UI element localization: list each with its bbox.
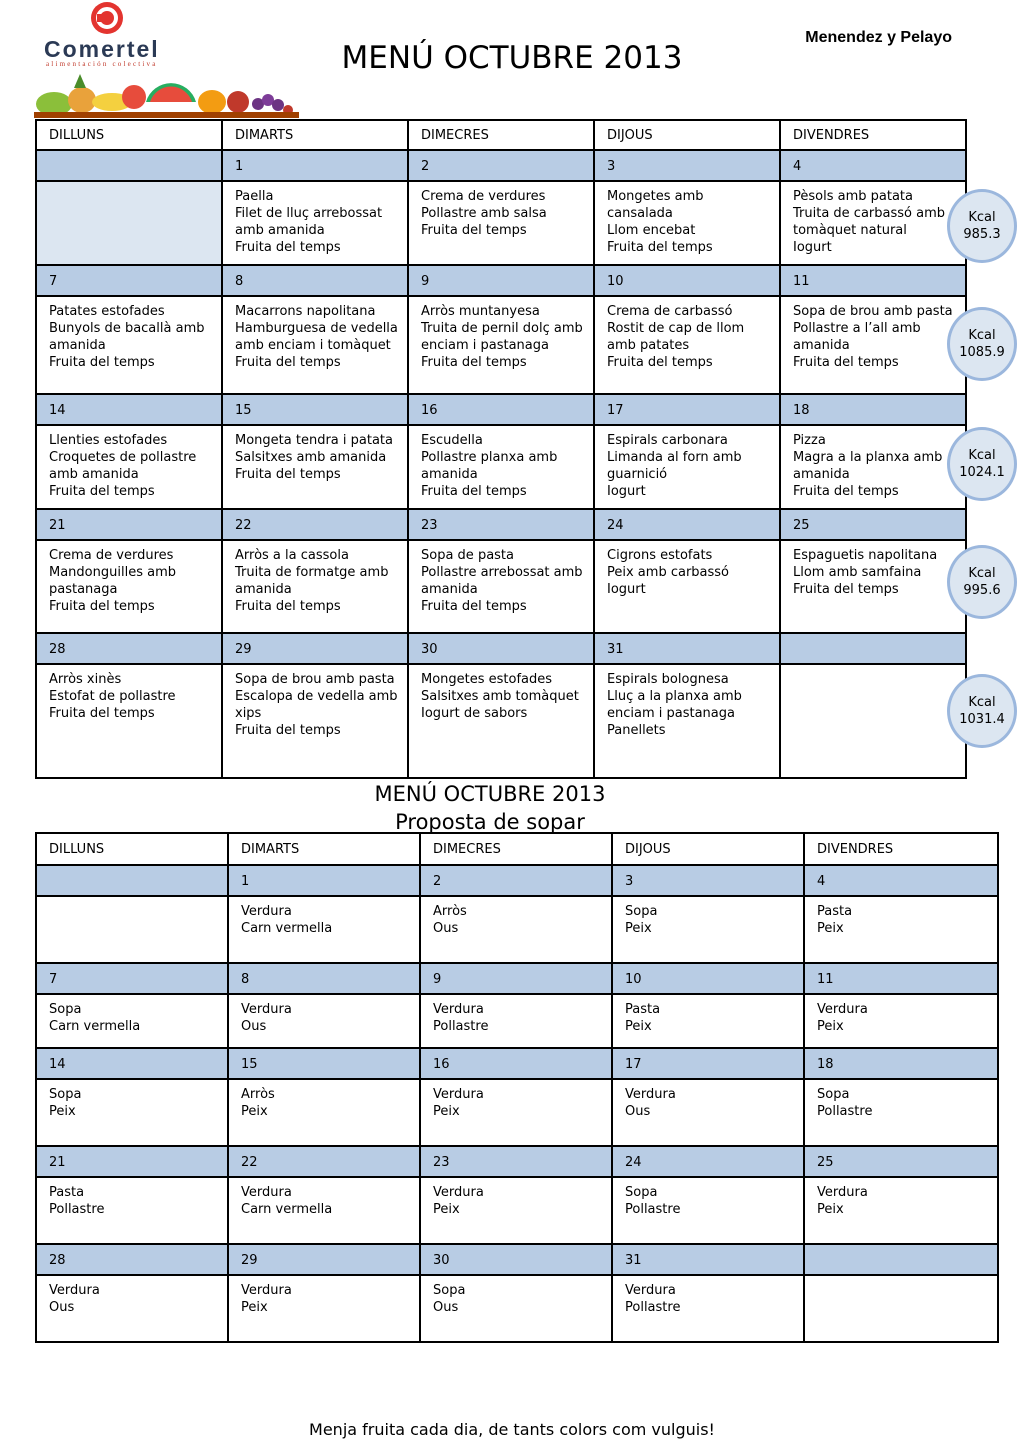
meal-cell [36,1275,228,1342]
meal-cell [420,1177,612,1244]
day-header: DILLUNS [36,120,222,150]
lunch-menu-table [35,119,967,779]
page-title: MENÚ OCTUBRE 2013 [341,40,683,76]
dish: Fruita del temps [607,240,713,255]
meal-cell [594,296,780,394]
meal-cell [36,1177,228,1244]
meal-cell [408,181,594,265]
meal-cell [420,994,612,1048]
dish: Fruita del temps [607,355,713,370]
date-cell: 15 [228,1048,420,1079]
dish: Verdura [625,1283,676,1298]
date-cell: 22 [228,1146,420,1177]
dish: Pollastre amb salsa [421,206,547,221]
dish: Fruita del temps [235,355,341,370]
dish: Iogurt [607,582,646,597]
dish: Panellets [607,723,666,738]
kcal-label: Kcal [968,448,996,463]
dish: Pizza [793,433,826,448]
dish: Iogurt de sabors [421,706,528,721]
dish: Carn vermella [241,921,333,936]
dish: Llenties estofades [49,433,168,448]
dish: Arròs [433,904,467,919]
meal-cell [612,1079,804,1146]
dish: Salsitxes amb tomàquet [421,689,579,704]
dish: Fruita del temps [793,484,899,499]
kcal-label: Kcal [968,566,996,581]
date-cell: 10 [594,265,780,296]
meal-cell-empty [780,664,966,778]
meal-cell [228,994,420,1048]
dish: Patates estofades [49,304,165,319]
day-header: DIVENDRES [804,833,998,865]
meal-cell [408,664,594,778]
dish: Mongetes amb cansalada [607,189,704,221]
dinner-menu-table [35,832,999,1343]
dish: Fruita del temps [793,582,899,597]
dish: Pollastre [625,1202,681,1217]
meal-cell [36,664,222,778]
dish: Sopa [817,1087,850,1102]
meal-cell [228,896,420,963]
meal-cell-empty [804,1275,998,1342]
date-cell: 17 [594,394,780,425]
dish: Mandonguilles amb pastanaga [49,565,176,597]
date-cell: 1 [222,150,408,181]
dish: Ous [433,921,459,936]
kcal-badge [947,545,1017,619]
meal-cell [804,1177,998,1244]
dish: Peix [433,1104,460,1119]
date-cell: 11 [804,963,998,994]
date-cell: 22 [222,509,408,540]
kcal-badge [947,674,1017,748]
date-cell: 17 [612,1048,804,1079]
meal-cell [420,1275,612,1342]
dish: Crema de verdures [421,189,546,204]
day-header: DIJOUS [594,120,780,150]
dish: Ous [625,1104,651,1119]
dish: Filet de lluç arrebossat amb amanida [235,206,383,238]
dish: Peix [433,1202,460,1217]
date-cell: 9 [420,963,612,994]
logo-tagline: alimentación colectiva [46,60,158,68]
meal-cell [408,296,594,394]
date-cell: 18 [804,1048,998,1079]
dish: Sopa [625,904,658,919]
meal-cell [804,896,998,963]
meal-cell [612,994,804,1048]
meal-cell [594,664,780,778]
dish: Arròs a la cassola [235,548,349,563]
meal-cell [228,1177,420,1244]
meal-cell [222,664,408,778]
dish: Arròs muntanyesa [421,304,540,319]
meal-cell [804,994,998,1048]
date-cell: 29 [228,1244,420,1275]
meal-cell [780,296,966,394]
date-cell: 8 [228,963,420,994]
meal-cell [804,1079,998,1146]
dish: Verdura [433,1087,484,1102]
logo-brand: Comertel [44,36,160,62]
dish: Peix [241,1300,268,1315]
date-cell: 3 [594,150,780,181]
date-cell: 28 [36,633,222,664]
dish: Fruita del temps [49,484,155,499]
day-header: DIMARTS [222,120,408,150]
date-cell [36,865,228,896]
dish: Pollastre [433,1019,489,1034]
logo-mark-icon [89,0,129,38]
dish: Peix [49,1104,76,1119]
kcal-label: Kcal [968,695,996,710]
dish: Mongeta tendra i patata [235,433,393,448]
dish: Estofat de pollastre [49,689,176,704]
dish: Espaguetis napolitana [793,548,938,563]
meal-cell [594,181,780,265]
dish: Fruita del temps [421,599,527,614]
dish: Sopa [49,1087,82,1102]
dish: Verdura [817,1185,868,1200]
dish: Fruita del temps [235,240,341,255]
meal-cell [780,425,966,509]
school-name: Menendez y Pelayo [805,29,952,46]
date-cell: 21 [36,1146,228,1177]
dish: Limanda al forn amb guarnició [607,450,742,482]
dish: Verdura [241,1185,292,1200]
dish: Verdura [433,1002,484,1017]
meal-cell [36,540,222,633]
meal-cell [420,896,612,963]
dish: Fruita del temps [235,599,341,614]
date-cell [780,633,966,664]
date-cell: 31 [594,633,780,664]
dish: Verdura [49,1283,100,1298]
dish: Espirals carbonara [607,433,728,448]
dish: Verdura [433,1185,484,1200]
dish: Truita de carbassó amb tomàquet natural [793,206,945,238]
meal-cell [408,540,594,633]
dish: Arròs xinès [49,672,122,687]
meal-cell [408,425,594,509]
day-header: DIMECRES [408,120,594,150]
dish: Pasta [625,1002,661,1017]
dish: Pollastre [625,1300,681,1315]
date-cell: 7 [36,963,228,994]
kcal-badge [947,307,1017,381]
kcal-value: 995.6 [963,583,1001,598]
dish: Pollastre [817,1104,873,1119]
dish: Carn vermella [241,1202,333,1217]
dish: Fruita del temps [793,355,899,370]
dish: Peix amb carbassó [607,565,730,580]
date-cell: 14 [36,1048,228,1079]
dish: Verdura [817,1002,868,1017]
dish: Pollastre a l’all amb amanida [793,321,921,353]
dish: Sopa de brou amb pasta [793,304,953,319]
kcal-value: 1085.9 [959,345,1005,360]
dish: Carn vermella [49,1019,141,1034]
dinner-title: MENÚ OCTUBRE 2013 [374,782,606,806]
dish: Fruita del temps [421,223,527,238]
meal-cell [780,181,966,265]
dish: Pollastre arrebossat amb amanida [421,565,583,597]
dish: Macarrons napolitana [235,304,376,319]
dish: Peix [241,1104,268,1119]
dish: Escudella [421,433,483,448]
date-cell: 31 [612,1244,804,1275]
date-cell: 15 [222,394,408,425]
date-cell: 29 [222,633,408,664]
date-cell: 2 [408,150,594,181]
dish: Sopa [625,1185,658,1200]
meal-cell [222,181,408,265]
dish: Pasta [817,904,853,919]
dish: Sopa de pasta [421,548,514,563]
dish: Sopa [49,1002,82,1017]
dish: Magra a la planxa amb amanida [793,450,943,482]
date-cell: 10 [612,963,804,994]
meal-cell-empty [36,181,222,265]
dinner-title-block [0,780,980,836]
meal-cell [420,1079,612,1146]
date-cell [36,150,222,181]
date-cell: 30 [408,633,594,664]
dish: Fruita del temps [49,355,155,370]
date-cell: 28 [36,1244,228,1275]
dish: Pèsols amb patata [793,189,913,204]
date-cell: 4 [780,150,966,181]
day-header: DIJOUS [612,833,804,865]
date-cell: 18 [780,394,966,425]
kcal-badge [947,189,1017,263]
meal-cell [36,994,228,1048]
dish: Crema de carbassó [607,304,733,319]
meal-cell [780,540,966,633]
dish: Truita de formatge amb amanida [235,565,389,597]
meal-cell-empty [36,896,228,963]
meal-cell [222,425,408,509]
date-cell: 11 [780,265,966,296]
meal-cell [612,1275,804,1342]
dish: Pollastre [49,1202,105,1217]
date-cell: 9 [408,265,594,296]
dish: Verdura [241,1283,292,1298]
date-cell: 23 [408,509,594,540]
day-header: DILLUNS [36,833,228,865]
date-cell: 16 [420,1048,612,1079]
dish: Peix [817,1019,844,1034]
meal-cell [594,540,780,633]
meal-cell [36,425,222,509]
footer-slogan: Menja fruita cada dia, de tants colors com vulguis! [309,1420,715,1439]
day-header: DIMECRES [420,833,612,865]
date-cell: 24 [612,1146,804,1177]
dish: Peix [625,921,652,936]
kcal-label: Kcal [968,210,996,225]
dish: Peix [625,1019,652,1034]
date-cell: 24 [594,509,780,540]
dish: Hamburguesa de vedella amb enciam i tomàquet [235,321,398,353]
dish: Espirals bolognesa [607,672,729,687]
date-cell [804,1244,998,1275]
dish: Ous [49,1300,75,1315]
dish: Fruita del temps [421,484,527,499]
meal-cell [228,1079,420,1146]
meal-cell [36,296,222,394]
dish: Bunyols de bacallà amb amanida [49,321,205,353]
date-cell: 1 [228,865,420,896]
dish: Fruita del temps [49,599,155,614]
dish: Pasta [49,1185,85,1200]
dish: Arròs [241,1087,275,1102]
date-cell: 21 [36,509,222,540]
date-cell: 7 [36,265,222,296]
dish: Verdura [241,1002,292,1017]
meal-cell [612,1177,804,1244]
dinner-subtitle: Proposta de sopar [395,810,585,834]
dish: Paella [235,189,274,204]
meal-cell [222,296,408,394]
kcal-value: 985.3 [963,227,1001,242]
dish: Verdura [625,1087,676,1102]
dish: Llom encebat [607,223,696,238]
dish: Fruita del temps [421,355,527,370]
fruit-basket-icon [34,72,299,118]
kcal-badge [947,427,1017,501]
meal-cell [612,896,804,963]
dish: Verdura [241,904,292,919]
dish: Escalopa de vedella amb xips [235,689,398,721]
date-cell: 25 [780,509,966,540]
dish: Ous [241,1019,267,1034]
meal-cell [228,1275,420,1342]
dish: Fruita del temps [235,467,341,482]
meal-cell [36,1079,228,1146]
dish: Pollastre planxa amb amanida [421,450,558,482]
dish: Iogurt [793,240,832,255]
date-cell: 8 [222,265,408,296]
dish: Sopa [433,1283,466,1298]
dish: Salsitxes amb amanida [235,450,387,465]
dish: Crema de verdures [49,548,174,563]
kcal-value: 1024.1 [959,465,1005,480]
dish: Peix [817,1202,844,1217]
meal-cell [222,540,408,633]
kcal-label: Kcal [968,328,996,343]
date-cell: 16 [408,394,594,425]
day-header: DIMARTS [228,833,420,865]
dish: Lluç a la planxa amb enciam i pastanaga [607,689,742,721]
dish: Cigrons estofats [607,548,713,563]
dish: Mongetes estofades [421,672,553,687]
dish: Truita de pernil dolç amb enciam i pastanaga [421,321,583,353]
date-cell: 25 [804,1146,998,1177]
dish: Rostit de cap de llom amb patates [607,321,745,353]
date-cell: 4 [804,865,998,896]
date-cell: 30 [420,1244,612,1275]
day-header: DIVENDRES [780,120,966,150]
date-cell: 3 [612,865,804,896]
dish: Fruita del temps [235,723,341,738]
dish: Ous [433,1300,459,1315]
date-cell: 2 [420,865,612,896]
kcal-value: 1031.4 [959,712,1005,727]
meal-cell [594,425,780,509]
dish: Peix [817,921,844,936]
date-cell: 23 [420,1146,612,1177]
dish: Iogurt [607,484,646,499]
dish: Llom amb samfaina [793,565,922,580]
dish: Croquetes de pollastre amb amanida [49,450,197,482]
dish: Fruita del temps [49,706,155,721]
dish: Sopa de brou amb pasta [235,672,395,687]
date-cell: 14 [36,394,222,425]
